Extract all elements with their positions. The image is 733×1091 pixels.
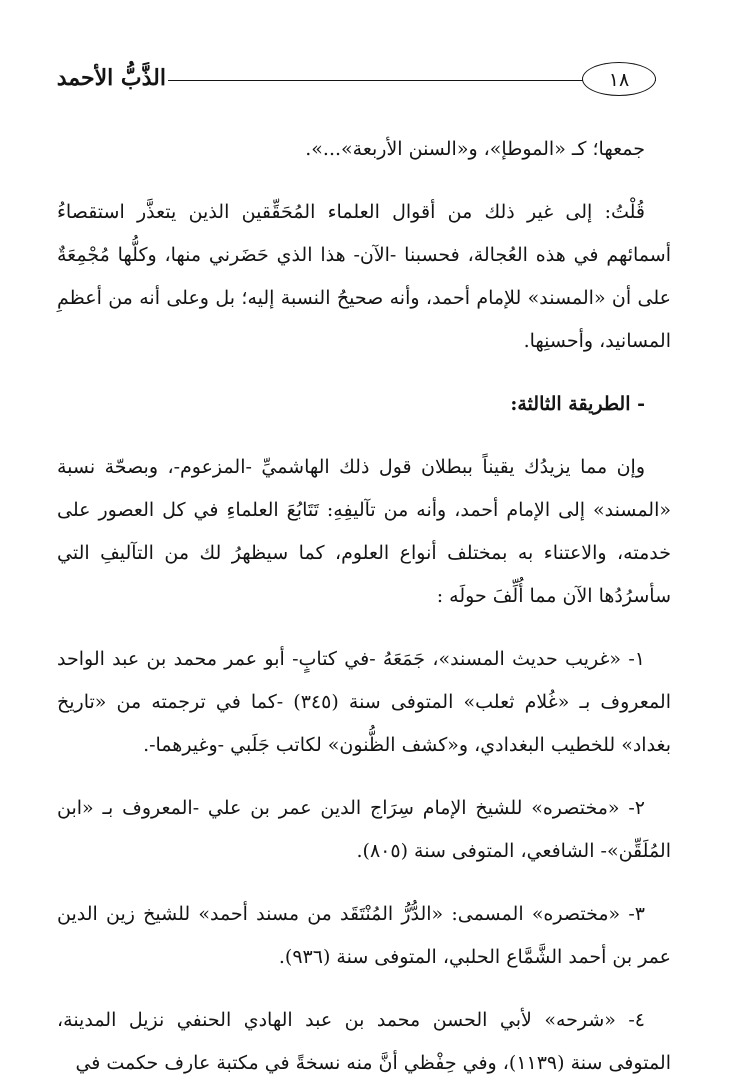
paragraph-quote-end: جمعها؛ كـ «الموطإ»، و«السنن الأربعة»...».	[305, 138, 645, 160]
list-item-1: ١- «غريب حديث المسند»، جَمَعَهُ -في كتابٍ- أبو عمر محمد بن عبد الواحد المعروف بـ «غُلام ثعلب» المتوفى سنة (٣٤٥) -كما في ترجمته من «تاريخ بغداد» للخطيب البغدادي، و«كشف الظُّنون» لكاتب جَلَبي -وغيرهما-.	[57, 648, 672, 756]
list-item-2: ٢- «مختصره» للشيخ الإمام سِرَاج الدين عمر بن علي -المعروف بـ «ابن المُلَقِّن»- الشافعي، المتوفى سنة (٨٠٥).	[57, 797, 671, 862]
running-title: الذَّبُّ الأحمد	[56, 65, 166, 91]
section-heading: - الطريقة الثالثة:	[510, 393, 645, 415]
paragraph-qultu: قُلْتُ: إلى غير ذلك من أقوال العلماء المُحَقِّقين الذين يتعذَّر استقصاءُ أسمائهم في هذه العُجالة، فحسبنا -الآن- هذا الذي حَضَرني منها، وكلُّها مُجْمِعَةٌ على أن «المسند» للإمام أحمد، وأنه صحيحُ النسبة إليه؛ بل وعلى أنه من أعظمِ المسانيد، وأحسنِها.	[57, 201, 671, 352]
list-item-4: ٤- «شرحه» لأبي الحسن محمد بن عبد الهادي الحنفي نزيل المدينة، المتوفى سنة (١١٣٩)، وفي حِفْظي أنَّ منه نسخةً في مكتبة عارف حكمت في	[57, 1009, 671, 1074]
page-body	[57, 128, 671, 1085]
paragraph-third-method: وإن مما يزيدُك يقيناً ببطلان قول ذلك الهاشميِّ -المزعوم-، وبصحّة نسبة «المسند» إلى الإمام أحمد، وأنه من تآليفِهِ: تَتَابُعَ العلماءِ في كل العصور على خدمته، والاعتناء به بمختلف أنواع العلوم، كما سيظهرُ لك من التآليفِ التي سأسرُدُها الآن مما أُلِّفَ حولَه :	[57, 456, 671, 607]
list-item-3: ٣- «مختصره» المسمى: «الدُّرُّ المُنْتَقَد من مسند أحمد» للشيخ زين الدين عمر بن أحمد الشَّمَّاع الحلبي، المتوفى سنة (٩٣٦).	[57, 903, 671, 968]
page-number-badge: ١٨	[582, 62, 656, 96]
